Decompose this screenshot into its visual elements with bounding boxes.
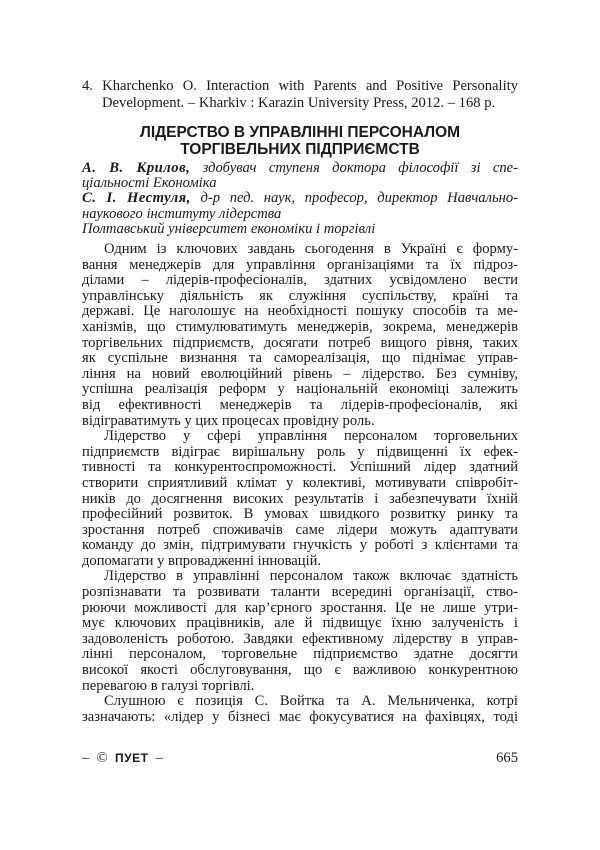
dash: – xyxy=(82,750,90,766)
text-line: мує ключових працівників, але й підвищує їхню залученість і xyxy=(82,615,518,632)
text-line: зростання потреб споживачів саме лідери можуть адаптувати xyxy=(82,521,518,538)
reference-line: Development. – Kharkiv : Karazin University Press, 2012. – 168 p. xyxy=(102,95,496,111)
paragraph xyxy=(82,569,518,694)
text-line: Лідерство у сфері управління персоналом торговельних xyxy=(104,428,518,445)
text-line: від ефективності менеджерів та лідерів-професіоналів, які xyxy=(82,396,518,413)
text-line: ників до досягнення високих результатів і забезпечувати їхній xyxy=(82,490,518,507)
author-line xyxy=(82,191,518,206)
text-line: торгівельних підприємств, досягати потреб вищого рівня, таких xyxy=(82,334,518,351)
text-line: створити сприятливий клімат у колективі, мотивувати співробіт- xyxy=(82,474,518,491)
author-line: наукового інституту лідерства xyxy=(82,205,282,222)
authors-block xyxy=(82,161,518,237)
text-line: перевагою в галузі торгівлі. xyxy=(82,677,255,694)
reference-entry xyxy=(82,78,518,112)
reference-line xyxy=(82,78,518,95)
text-line: вання менеджерів для управління організаціями та їх підроз- xyxy=(82,256,518,273)
author-name: С. І. Нестуля, xyxy=(82,190,191,207)
text-line: як суспільне визнання та самореалізація, що піднімає управ- xyxy=(82,350,518,367)
text-line: допомагати у впровадженні інновацій. xyxy=(82,552,322,569)
paragraph xyxy=(82,242,518,429)
page-footer xyxy=(82,750,518,766)
article-title xyxy=(82,124,518,158)
author-line xyxy=(82,161,518,176)
text-line: розпізнавати та розвивати таланти всередині організації, ство- xyxy=(82,584,518,601)
text-line: успішна реалізація реформ у національній економіці залежить xyxy=(82,381,518,398)
title-line: ТОРГІВЕЛЬНИХ ПІДПРИЄМСТВ xyxy=(180,141,420,158)
text-line: ділами – лідерів-професіоналів, здатних усвідомлено вести xyxy=(82,272,518,289)
author-name: А. В. Крилов, xyxy=(82,160,191,176)
reference-number: 4. xyxy=(82,78,93,94)
copyright-icon: © xyxy=(96,750,108,766)
publisher-logo: ПУЕТ xyxy=(114,751,149,765)
paragraph xyxy=(82,429,518,569)
title-line: ЛІДЕРСТВО В УПРАВЛІННІ ПЕРСОНАЛОМ xyxy=(139,124,461,141)
footer-brand xyxy=(82,750,163,766)
text-line: ління на новий еволюційний рівень – лідерство. Без сумніву, xyxy=(82,365,518,382)
affiliation: Полтавський університет економіки і торгівлі xyxy=(82,220,376,237)
text-line: Лідерство в управлінні персоналом також включає здатність xyxy=(104,568,518,585)
text-line: команду до змін, підтримувати гнучкість у роботі з клієнтами та xyxy=(82,537,518,554)
text-line: Слушною є позиція С. Войтка та А. Мельниченка, котрі xyxy=(104,693,518,710)
text-line: підприємств відіграє вирішальну роль у підвищенні їх ефек- xyxy=(82,443,518,460)
text-line: зазначають: «лідер у бізнесі має фокусуватися на фахівцях, тоді xyxy=(82,708,518,725)
text-line: ханізмів, що стимулюватимуть менеджерів, зокрема, менеджерів xyxy=(82,318,518,335)
text-line: рюючи можливості для кар’єрного зростання. Це не лише утри- xyxy=(82,599,518,616)
paragraph xyxy=(82,694,518,725)
dash: – xyxy=(155,750,164,766)
text-line: задоволеність роботою. Завдяки ефективному лідерству в управ- xyxy=(82,630,518,647)
text-line: тивності та конкурентоспроможності. Успішний лідер здатний xyxy=(82,459,518,476)
text-line: професійний розвиток. В умовах швидкого розвитку ринку та xyxy=(82,506,518,523)
text-line: Одним із ключових завдань сьогодення в Україні є форму- xyxy=(104,241,518,257)
text-line: високої якості обслуговування, що є важливою конкурентною xyxy=(82,662,518,679)
text-line: управлінську діяльність як служіння суспільству, країні та xyxy=(82,287,518,304)
author-position: д-р пед. наук, професор, директор Навчально- xyxy=(190,190,518,207)
text-line: державі. Це наголошує на необхідності пошуку способів та ме- xyxy=(82,303,518,320)
author-position: здобувач ступеня доктора філософії зі спе- xyxy=(190,160,518,176)
text-line: лінні персоналом, торговельне підприємство здатне досягти xyxy=(82,646,518,663)
page-number: 665 xyxy=(496,750,518,766)
reference-text: Kharchenko O. Interaction with Parents and Positive Personality xyxy=(102,78,518,94)
text-line: відіграватимуть у цих процесах провідну роль. xyxy=(82,412,375,429)
article-body xyxy=(82,242,518,725)
author-line: ціальності Економіка xyxy=(82,175,217,192)
